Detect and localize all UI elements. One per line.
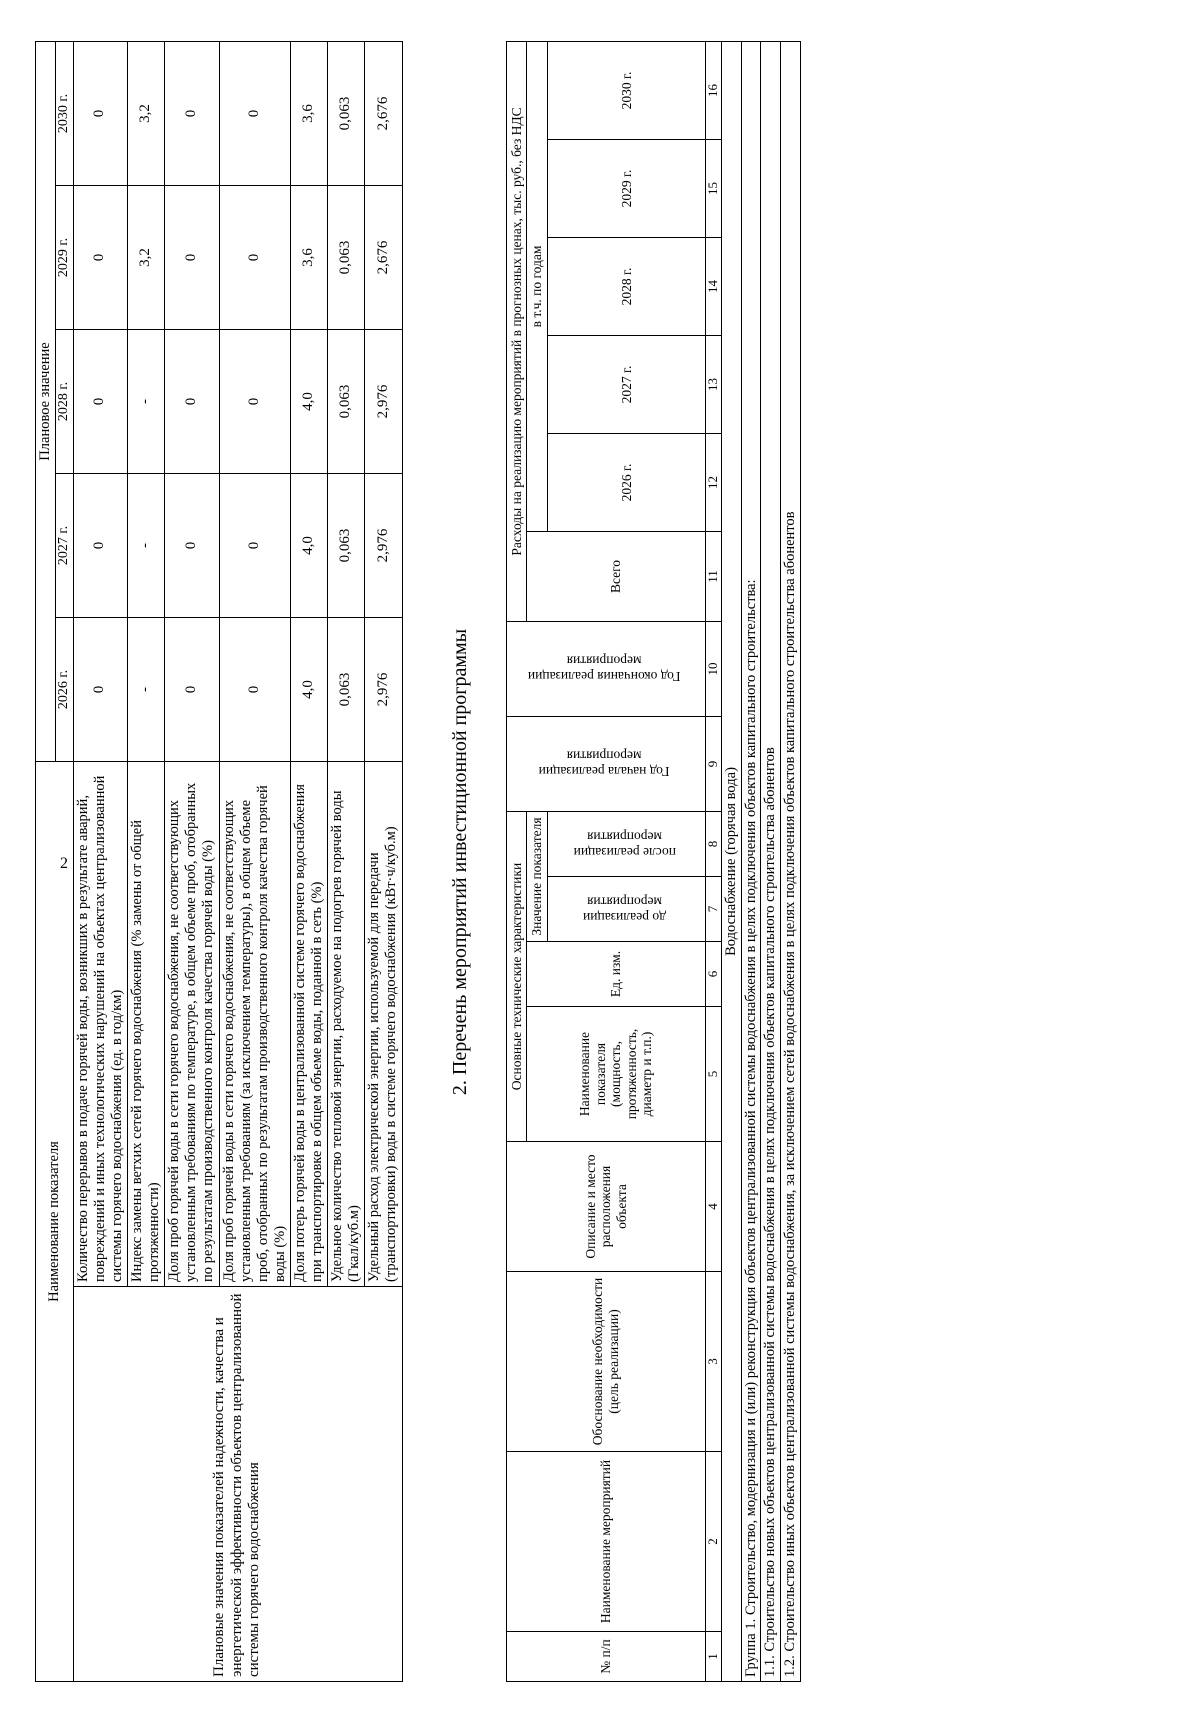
indicator-name: Индекс замены ветхих сетей горячего водоснабжения (% замены от общей протяженности) (127, 761, 164, 1286)
column-index: 9 (706, 716, 722, 811)
value-cell: 0 (165, 185, 219, 329)
value-cell: 2,976 (365, 329, 402, 473)
item-row: 1.2. Строительство иных объектов централизованной системы водоснабжения, за исключением сетей водоснабжения в целях подключения объектов капитального строительства абонентов (781, 41, 801, 1681)
column-index: 16 (706, 41, 722, 139)
header-end-year (506, 621, 706, 716)
value-cell: 0 (73, 617, 127, 761)
value-cell: 4,0 (290, 329, 327, 473)
value-cell: 0 (219, 617, 290, 761)
column-index: 13 (706, 335, 722, 433)
value-cell: 0,063 (328, 617, 365, 761)
year-header: 2030 г. (547, 41, 706, 139)
value-cell: 0 (73, 41, 127, 185)
value-cell: 0 (73, 473, 127, 617)
rotated-content (35, 42, 1165, 1682)
section-title: 2. Перечень мероприятий инвестиционной программы (448, 628, 471, 1096)
value-cell: 0 (165, 41, 219, 185)
column-index: 2 (706, 1452, 722, 1632)
value-cell: 0 (73, 185, 127, 329)
value-cell: 0 (165, 473, 219, 617)
value-cell: 3,2 (127, 41, 164, 185)
column-index: 3 (706, 1272, 722, 1452)
indicators-table (35, 41, 403, 1682)
value-cell: 2,976 (365, 473, 402, 617)
indicator-name: Доля проб горячей воды в сети горячего водоснабжения, не соответствующих установленным требованиям (за исключением температуры), в общем объеме проб, отобранных по результатам производственного контроля качества горячей воды (%) (219, 761, 290, 1286)
indicator-name: Удельное количество тепловой энергии, расходуемое на подогрев горячей воды (Гкал/куб.м) (328, 761, 365, 1286)
header-parameter: Наименование показателя (мощность, протяженность, диаметр и т.п.) (527, 1007, 706, 1142)
year-header: 2028 г. (56, 329, 74, 473)
value-cell: 3,6 (290, 185, 327, 329)
header-start-year-text: Год начала реализации мероприятия (538, 748, 670, 780)
value-cell: - (127, 473, 164, 617)
measures-table (506, 41, 801, 1682)
column-index: 14 (706, 237, 722, 335)
column-index: 15 (706, 139, 722, 237)
year-header: 2027 г. (547, 335, 706, 433)
column-index: 6 (706, 942, 722, 1007)
year-header: 2026 г. (547, 433, 706, 531)
item-row: 1.1. Строительство новых объектов централизованной системы водоснабжения в целях подключения объектов капитального строительства абонентов (761, 41, 781, 1681)
value-cell: 0 (219, 185, 290, 329)
header-num: № п/п (506, 1632, 706, 1682)
column-index: 8 (706, 811, 722, 876)
table-row (741, 41, 761, 1681)
value-cell: 2,676 (365, 41, 402, 185)
column-index-row (706, 41, 722, 1681)
header-by-year: в т.ч. по годам (527, 41, 548, 531)
table-row (761, 41, 781, 1681)
column-index: 12 (706, 433, 722, 531)
value-cell: 4,0 (290, 617, 327, 761)
value-cell: 0,063 (328, 41, 365, 185)
column-index: 7 (706, 877, 722, 942)
header-reason: Обоснование необходимости (цель реализации) (506, 1272, 706, 1452)
value-cell: 0 (219, 41, 290, 185)
table-row (73, 41, 127, 1681)
header-cost: Расходы на реализацию мероприятий в прогнозных ценах, тыс. руб., без НДС (506, 41, 527, 621)
page-number: 2 (60, 855, 68, 872)
value-cell: 0 (219, 329, 290, 473)
value-cell: 0,063 (328, 185, 365, 329)
column-index: 4 (706, 1142, 722, 1272)
header-indicator-name: Наименование показателя (36, 761, 74, 1681)
section-row: Водоснабжение (горячая вода) (722, 41, 742, 1681)
header-unit: Ед. изм. (527, 942, 706, 1007)
header-tech: Основные технические характеристики (506, 811, 527, 1141)
value-cell: 0 (165, 329, 219, 473)
year-header: 2028 г. (547, 237, 706, 335)
column-index: 5 (706, 1007, 722, 1142)
indicator-name: Доля проб горячей воды в сети горячего водоснабжения, не соответствующих установленным требованиям по температуре, в общем объеме проб, отобранных по результатам производственного контроля качества горячей воды (%) (165, 761, 219, 1286)
table-row (781, 41, 801, 1681)
year-header: 2029 г. (56, 185, 74, 329)
value-cell: - (127, 617, 164, 761)
year-header: 2026 г. (56, 617, 74, 761)
value-cell: 4,0 (290, 473, 327, 617)
value-cell: 0 (165, 617, 219, 761)
header-plan-value: Плановое значение (36, 41, 56, 761)
indicator-name: Количество перерывов в подаче горячей воды, возникших в результате аварий, повреждений и иных технологических нарушений на объектах централизованной системы горячего водоснабжения (ед. в год/км) (73, 761, 127, 1286)
indicator-name: Удельный расход электрической энергии, используемой для передачи (транспортировки) воды в системе горячего водоснабжения (кВт·ч/куб.м) (365, 761, 402, 1286)
value-cell: 0 (73, 329, 127, 473)
header-value: Значение показателя (527, 811, 548, 941)
value-cell: 0 (219, 473, 290, 617)
group-label: Плановые значения показателей надежности, качества и энергетической эффективности объектов централизованной системы горячего водоснабжения (73, 1287, 402, 1682)
year-header: 2029 г. (547, 139, 706, 237)
value-cell: 3,6 (290, 41, 327, 185)
column-index: 1 (706, 1632, 722, 1682)
header-measure-name: Наименование мероприятий (506, 1452, 706, 1632)
column-index: 11 (706, 531, 722, 621)
indicator-name: Доля потерь горячей воды в централизованной системе горячего водоснабжения при транспортировке в общем объеме воды, поданной в сеть (%) (290, 761, 327, 1286)
header-description: Описание и место расположения объекта (506, 1142, 706, 1272)
value-cell: 0,063 (328, 473, 365, 617)
header-total: Всего (527, 531, 706, 621)
year-header: 2030 г. (56, 41, 74, 185)
header-start-year (506, 716, 706, 811)
value-cell: 2,976 (365, 617, 402, 761)
header-after-text: после реализации мероприятия (573, 829, 676, 860)
year-header: 2027 г. (56, 473, 74, 617)
header-before (547, 877, 706, 942)
table-row (722, 41, 742, 1681)
column-index: 10 (706, 621, 722, 716)
group-row: Группа 1. Строительство, модернизация и (или) реконструкция объектов централизованной системы водоснабжения в целях подключения объектов капитального строительства: (741, 41, 761, 1681)
value-cell: 2,676 (365, 185, 402, 329)
header-before-text: до реализации мероприятия (583, 894, 667, 925)
header-end-year-text: Год окончания реализации мероприятия (527, 653, 681, 685)
value-cell: 0,063 (328, 329, 365, 473)
value-cell: - (127, 329, 164, 473)
value-cell: 3,2 (127, 185, 164, 329)
header-after (547, 811, 706, 876)
